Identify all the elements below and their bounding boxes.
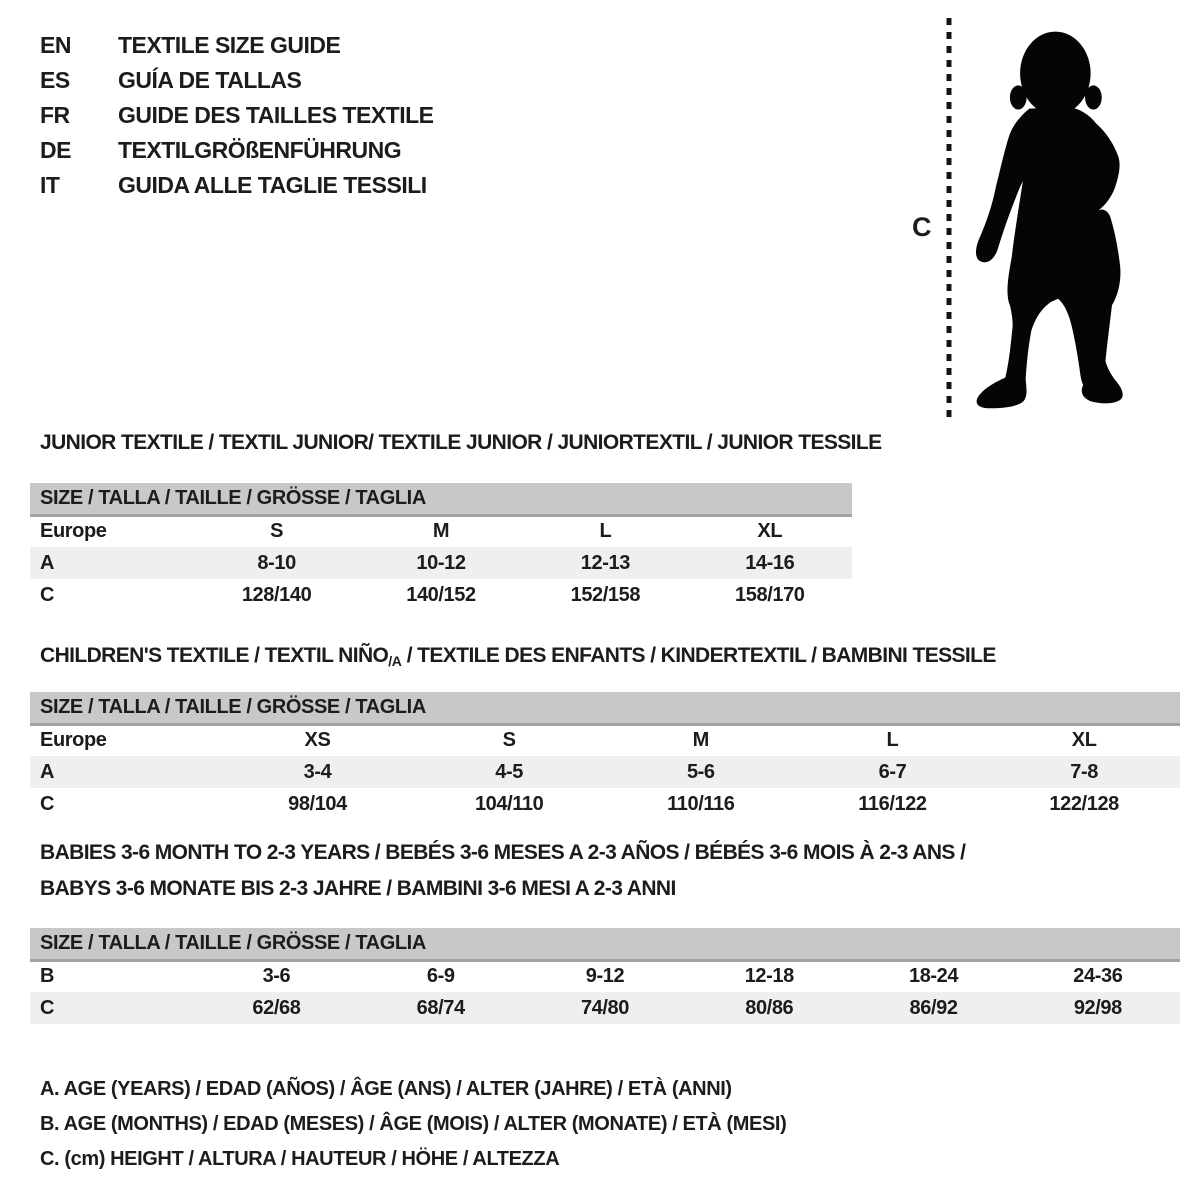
size-value-cell: 10-12 <box>416 551 466 574</box>
height-dashed-line <box>946 16 952 420</box>
toddler-body <box>976 107 1123 409</box>
junior-size-table <box>30 483 852 611</box>
size-value-cell: L <box>886 729 899 752</box>
size-value-cell: 12-18 <box>744 965 794 988</box>
legend-line-a: A. AGE (YEARS) / EDAD (AÑOS) / ÂGE (ANS) / ALTER (JAHRE) / ETÀ (ANNI) <box>40 1078 732 1100</box>
size-value-cell: 92/98 <box>1073 996 1122 1019</box>
section-title-babies-line2: BABYS 3-6 MONATE BIS 2-3 JAHRE / BAMBINI 3-6 MESI A 2-3 ANNI <box>40 877 676 900</box>
size-value-cell: L <box>599 520 612 543</box>
language-title: TEXTILE SIZE GUIDE <box>118 32 341 58</box>
size-value-cell: 140/152 <box>406 583 476 606</box>
babies-size-table <box>30 928 1180 1024</box>
size-header-cell: SIZE / TALLA / TAILLE / GRÖSSE / TAGLIA <box>30 928 1180 960</box>
size-value-cell: 3-4 <box>303 760 332 783</box>
size-value-cell: 158/170 <box>735 583 805 606</box>
language-row <box>40 133 434 168</box>
size-value-cell: 110/116 <box>667 792 735 815</box>
size-value-cell: 3-6 <box>262 965 291 988</box>
section-title-children-prefix: CHILDREN'S TEXTILE / TEXTIL NIÑO <box>40 644 389 667</box>
row-label-cell: Europe <box>40 520 107 543</box>
size-value-cell: 80/86 <box>745 996 794 1019</box>
table-row <box>30 579 852 611</box>
size-value-cell: 62/68 <box>252 996 301 1019</box>
size-value-cell: 8-10 <box>257 551 296 574</box>
size-value-cell: S <box>502 729 516 752</box>
size-value-cell: XL <box>1071 729 1097 752</box>
language-code: ES <box>40 67 70 93</box>
size-value-cell: 116/122 <box>858 792 927 815</box>
row-label-cell: C <box>40 792 55 815</box>
size-value-cell: 7-8 <box>1070 760 1098 783</box>
table-row <box>30 992 1180 1024</box>
table-row <box>30 547 852 579</box>
toddler-ear-left <box>1010 85 1027 109</box>
section-title-children-suffix: / TEXTILE DES ENFANTS / KINDERTEXTIL / BAMBINI TESSILE <box>401 644 996 667</box>
language-title: GUIDA ALLE TAGLIE TESSILI <box>118 172 427 198</box>
language-row <box>40 98 434 133</box>
language-code: DE <box>40 137 71 163</box>
table-row <box>30 960 1180 992</box>
language-title: TEXTILGRÖßENFÜHRUNG <box>118 137 402 163</box>
legend <box>40 1072 786 1177</box>
row-label-cell: B <box>40 965 55 988</box>
size-value-cell: 4-5 <box>495 760 523 783</box>
table-row <box>30 756 1180 788</box>
height-measure-label: C <box>912 212 931 242</box>
children-size-table <box>30 692 1180 820</box>
table-row <box>30 724 1180 756</box>
section-title-children <box>40 644 996 669</box>
size-value-cell: 122/128 <box>1049 792 1119 815</box>
size-value-cell: S <box>270 520 284 543</box>
section-title-babies-line1: BABIES 3-6 MONTH TO 2-3 YEARS / BEBÉS 3-6 MESES A 2-3 AÑOS / BÉBÉS 3-6 MOIS À 2-3 ANS / <box>40 841 966 864</box>
size-value-cell: M <box>692 729 709 752</box>
language-row <box>40 63 434 98</box>
legend-line-c: C. (cm) HEIGHT / ALTURA / HAUTEUR / HÖHE / ALTEZZA <box>40 1148 560 1170</box>
size-value-cell: 6-9 <box>426 965 455 988</box>
row-label-cell: Europe <box>40 729 107 752</box>
language-code: EN <box>40 32 71 58</box>
language-title: GUIDE DES TAILLES TEXTILE <box>118 102 434 128</box>
size-value-cell: 74/80 <box>580 996 630 1019</box>
toddler-head <box>1020 32 1091 116</box>
toddler-ear-right <box>1085 85 1102 109</box>
size-value-cell: 98/104 <box>288 792 347 815</box>
table-row <box>30 788 1180 820</box>
size-value-cell: 86/92 <box>909 996 958 1019</box>
legend-line-b: B. AGE (MONTHS) / EDAD (MESES) / ÂGE (MOIS) / ALTER (MONATE) / ETÀ (MESI) <box>40 1113 787 1135</box>
size-value-cell: M <box>432 520 450 543</box>
toddler-silhouette-image <box>970 20 1137 418</box>
size-value-cell: XL <box>757 520 783 543</box>
section-title-junior: JUNIOR TEXTILE / TEXTIL JUNIOR/ TEXTILE JUNIOR / JUNIORTEXTIL / JUNIOR TESSILE <box>40 431 882 454</box>
size-value-cell: 128/140 <box>241 583 312 606</box>
size-value-cell: 18-24 <box>908 965 959 988</box>
size-value-cell: XS <box>304 729 331 752</box>
size-value-cell: 152/158 <box>570 583 641 606</box>
language-row <box>40 28 434 63</box>
size-header-cell: SIZE / TALLA / TAILLE / GRÖSSE / TAGLIA <box>30 483 852 515</box>
row-label-cell: C <box>40 996 55 1019</box>
section-title-children-sub: /A <box>388 653 402 669</box>
size-value-cell: 14-16 <box>745 551 795 574</box>
size-value-cell: 6-7 <box>878 760 907 783</box>
size-value-cell: 12-13 <box>580 551 630 574</box>
language-title: GUÍA DE TALLAS <box>118 67 302 93</box>
size-value-cell: 104/110 <box>474 792 544 815</box>
row-label-cell: C <box>40 583 55 606</box>
language-code: IT <box>40 172 60 198</box>
size-value-cell: 68/74 <box>416 996 465 1019</box>
size-value-cell: 24-36 <box>1073 965 1123 988</box>
table-row <box>30 515 852 547</box>
row-label-cell: A <box>40 760 55 783</box>
size-header-cell: SIZE / TALLA / TAILLE / GRÖSSE / TAGLIA <box>30 692 1180 724</box>
language-list <box>40 28 434 203</box>
size-value-cell: 5-6 <box>686 760 715 783</box>
language-row <box>40 168 434 203</box>
row-label-cell: A <box>40 551 55 574</box>
size-value-cell: 9-12 <box>585 965 625 988</box>
language-code: FR <box>40 102 70 128</box>
